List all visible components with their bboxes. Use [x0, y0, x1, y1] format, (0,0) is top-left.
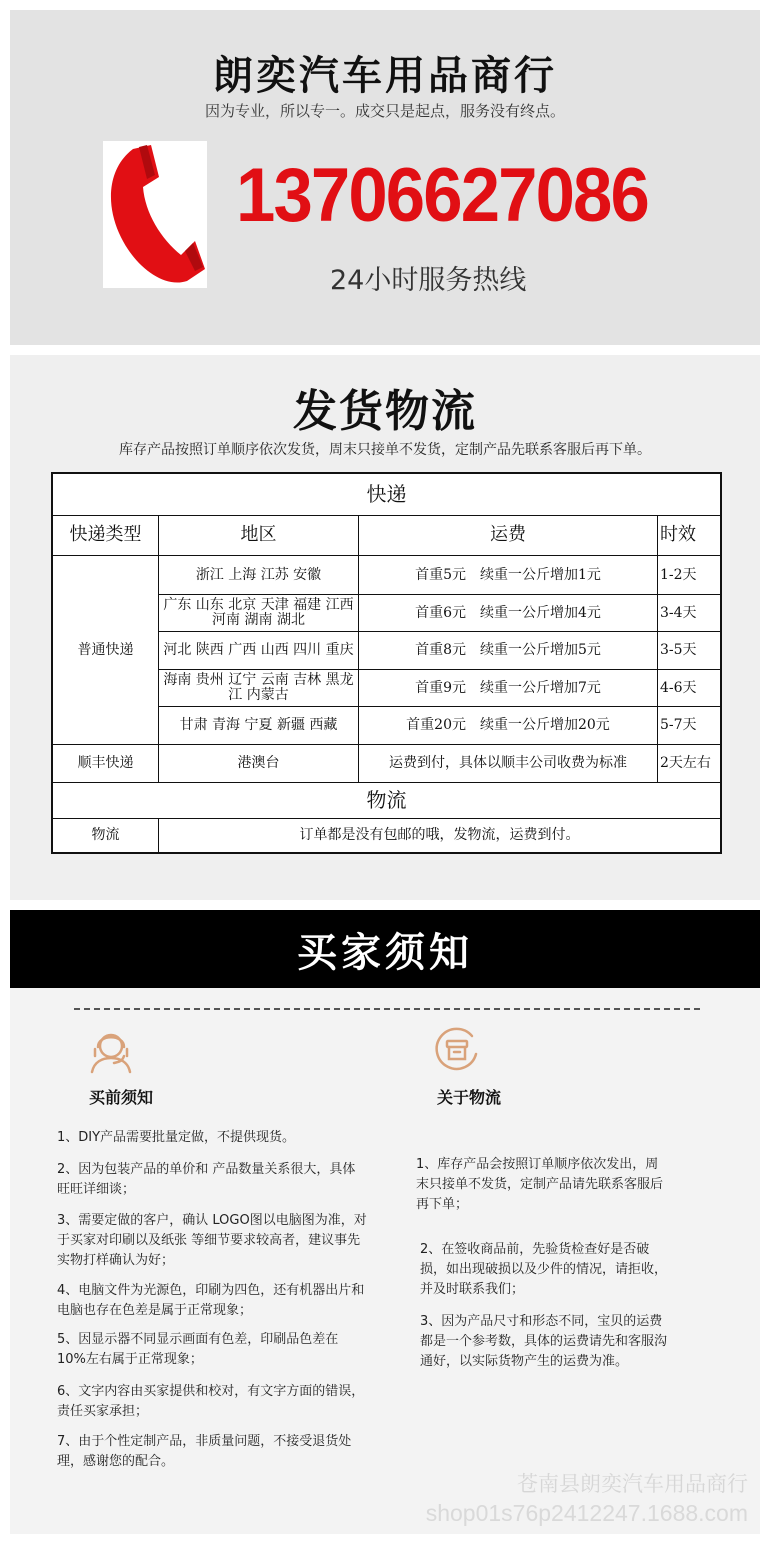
column-header-type: 快递类型	[53, 516, 159, 556]
shop-name: 朗奕汽车用品商行	[213, 53, 557, 99]
sf-express-time: 2天左右	[658, 745, 720, 783]
column-header-region: 地区	[159, 516, 359, 556]
buyer-notes-banner	[10, 910, 760, 988]
watermark-shop-name: 苍南县朗奕汽车用品商行	[517, 1472, 748, 1496]
table-row-time: 3-5天	[658, 632, 720, 670]
sf-express-type: 顺丰快递	[53, 745, 159, 783]
phone-number[interactable]: 13706627086	[236, 153, 648, 238]
hotline-label: 24小时服务热线	[330, 265, 527, 296]
table-row-time: 4-6天	[658, 670, 720, 707]
table-row-region: 海南 贵州 辽宁 云南 吉林 黑龙江 内蒙古	[159, 670, 359, 707]
sf-express-fee: 运费到付，具体以顺丰公司收费为标准	[359, 745, 658, 783]
before-purchase-item: 5、因显示器不同显示画面有色差，印刷品色差在10%左右属于正常现象；	[57, 1332, 339, 1367]
logistics-desc: 订单都是没有包邮的哦，发物流，运费到付。	[299, 827, 580, 844]
table-row-fee: 首重6元 续重一公斤增加4元	[359, 595, 658, 632]
about-logistics-title: 关于物流	[437, 1088, 502, 1107]
before-purchase-title: 买前须知	[89, 1088, 154, 1107]
dashed-divider	[74, 1008, 700, 1010]
customer-service-icon	[86, 1026, 136, 1076]
before-purchase-item: 1、DIY产品需要批量定做，不提供现货。	[57, 1130, 296, 1145]
before-purchase-item: 4、电脑文件为光源色，印刷为四色，还有机器出片和电脑也存在色差是属于正常现象；	[57, 1283, 365, 1318]
shipping-section	[10, 355, 760, 900]
watermark-shop-url: shop01s76p2412247.1688.com	[425, 1500, 748, 1526]
before-purchase-item: 6、文字内容由买家提供和校对，有文字方面的错误，责任买家承担；	[57, 1384, 365, 1419]
table-row-time: 3-4天	[658, 595, 720, 632]
buyer-notes-title: 买家须知	[297, 929, 473, 976]
before-purchase-item: 7、由于个性定制产品，非质量问题，不接受退货处理，感谢您的配合。	[57, 1434, 352, 1469]
table-row-region: 浙江 上海 江苏 安徽	[159, 556, 359, 595]
about-logistics-item: 2、在签收商品前，先验货检查好是否破损，如出现破损以及少件的情况，请拒收，并及时联系我们；	[420, 1242, 668, 1297]
buyer-notes-section	[10, 910, 760, 1534]
table-row-fee: 首重8元 续重一公斤增加5元	[359, 632, 658, 670]
logistics-heading: 物流	[53, 783, 720, 819]
table-row-region: 河北 陕西 广西 山西 四川 重庆	[159, 632, 359, 670]
contact-header	[10, 10, 760, 345]
table-row-fee: 首重5元 续重一公斤增加1元	[359, 556, 658, 595]
shipping-note: 库存产品按照订单顺序依次发货，周末只接单不发货，定制产品先联系客服后再下单。	[119, 442, 651, 458]
normal-express-type: 普通快递	[53, 556, 159, 745]
table-row-region: 甘肃 青海 宁夏 新疆 西藏	[159, 707, 359, 745]
sf-express-region: 港澳台	[159, 745, 359, 783]
table-row-time: 1-2天	[658, 556, 720, 595]
column-header-time: 时效	[658, 516, 720, 556]
column-header-fee: 运费	[359, 516, 658, 556]
table-row-fee: 首重20元 续重一公斤增加20元	[359, 707, 658, 745]
table-row-fee: 首重9元 续重一公斤增加7元	[359, 670, 658, 707]
before-purchase-item: 3、需要定做的客户，确认 LOGO图以电脑图为准，对于买家对印刷以及纸张 等细节要求较高者，建议事先实物打样确认为好；	[57, 1213, 367, 1268]
express-heading: 快递	[53, 474, 720, 516]
shipping-title: 发货物流	[293, 386, 477, 437]
shipping-table	[51, 472, 722, 854]
package-box-icon	[432, 1024, 482, 1074]
before-purchase-item: 2、因为包装产品的单价和 产品数量关系很大，具体旺旺详细谈；	[57, 1162, 356, 1197]
phone-handset-icon	[103, 141, 207, 288]
table-row-time: 5-7天	[658, 707, 720, 745]
about-logistics-item: 1、库存产品会按照订单顺序依次发出，周末只接单不发货，定制产品请先联系客服后再下单；	[416, 1157, 664, 1212]
table-row-region: 广东 山东 北京 天津 福建 江西 河南 湖南 湖北	[159, 595, 359, 632]
shop-slogan: 因为专业，所以专一。成交只是起点，服务没有终点。	[204, 102, 565, 120]
about-logistics-item: 3、因为产品尺寸和形态不同，宝贝的运费都是一个参考数，具体的运费请先和客服沟通好，以实际货物产生的运费为准。	[420, 1314, 668, 1369]
logistics-type: 物流	[53, 819, 159, 852]
